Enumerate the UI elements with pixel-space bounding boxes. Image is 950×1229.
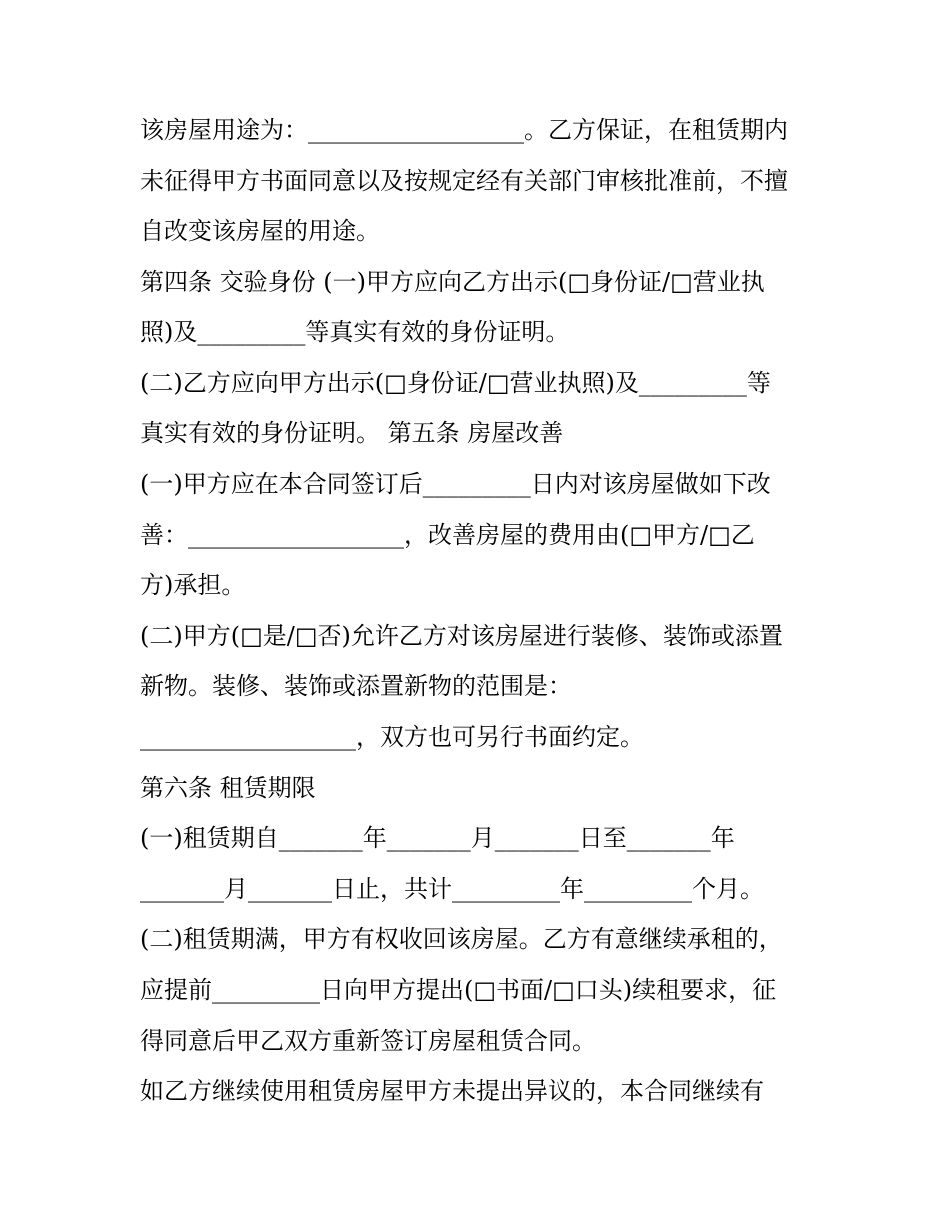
text-line: (一)租赁期自_______年_______月_______日至_______年 — [140, 824, 735, 852]
text-line: (二)租赁期满，甲方有权收回该房屋。乙方有意继续承租的， — [140, 925, 783, 953]
text-line: _______月_______日止，共计_________年_________个月。 — [140, 875, 764, 903]
text-line: 自改变该房屋的用途。 — [140, 217, 380, 245]
text-line: 善：__________________，改善房屋的费用由(□甲方/□乙 — [140, 521, 755, 549]
text-line: (一)甲方应在本合同签订后_________日内对该房屋做如下改 — [140, 470, 771, 498]
text-line: 第六条 租赁期限 — [140, 774, 316, 802]
text-line: 新物。装修、装饰或添置新物的范围是： — [140, 672, 572, 700]
text-line: 第四条 交验身份 (一)甲方应向乙方出示(□身份证/□营业执 — [140, 268, 765, 296]
text-line: 应提前_________日向甲方提出(□书面/□口头)续租要求，征 — [140, 976, 777, 1004]
text-line: 未征得甲方书面同意以及按规定经有关部门审核批准前，不擅 — [140, 167, 788, 195]
text-line: __________________，双方也可另行书面约定。 — [140, 723, 644, 751]
text-line: (二)乙方应向甲方出示(□身份证/□营业执照)及_________等 — [140, 369, 771, 397]
text-line: 照)及_________等真实有效的身份证明。 — [140, 318, 570, 346]
text-line: 方)承担。 — [140, 571, 246, 599]
text-line: 真实有效的身份证明。 第五条 房屋改善 — [140, 419, 564, 447]
text-line: (二)甲方(□是/□否)允许乙方对该房屋进行装修、装饰或添置 — [140, 622, 783, 650]
text-line: 该房屋用途为：__________________。乙方保证，在租赁期内 — [140, 116, 788, 144]
text-line: 得同意后甲乙双方重新签订房屋租赁合同。 — [140, 1027, 596, 1055]
text-line: 如乙方继续使用租赁房屋甲方未提出异议的，本合同继续有 — [140, 1077, 764, 1105]
